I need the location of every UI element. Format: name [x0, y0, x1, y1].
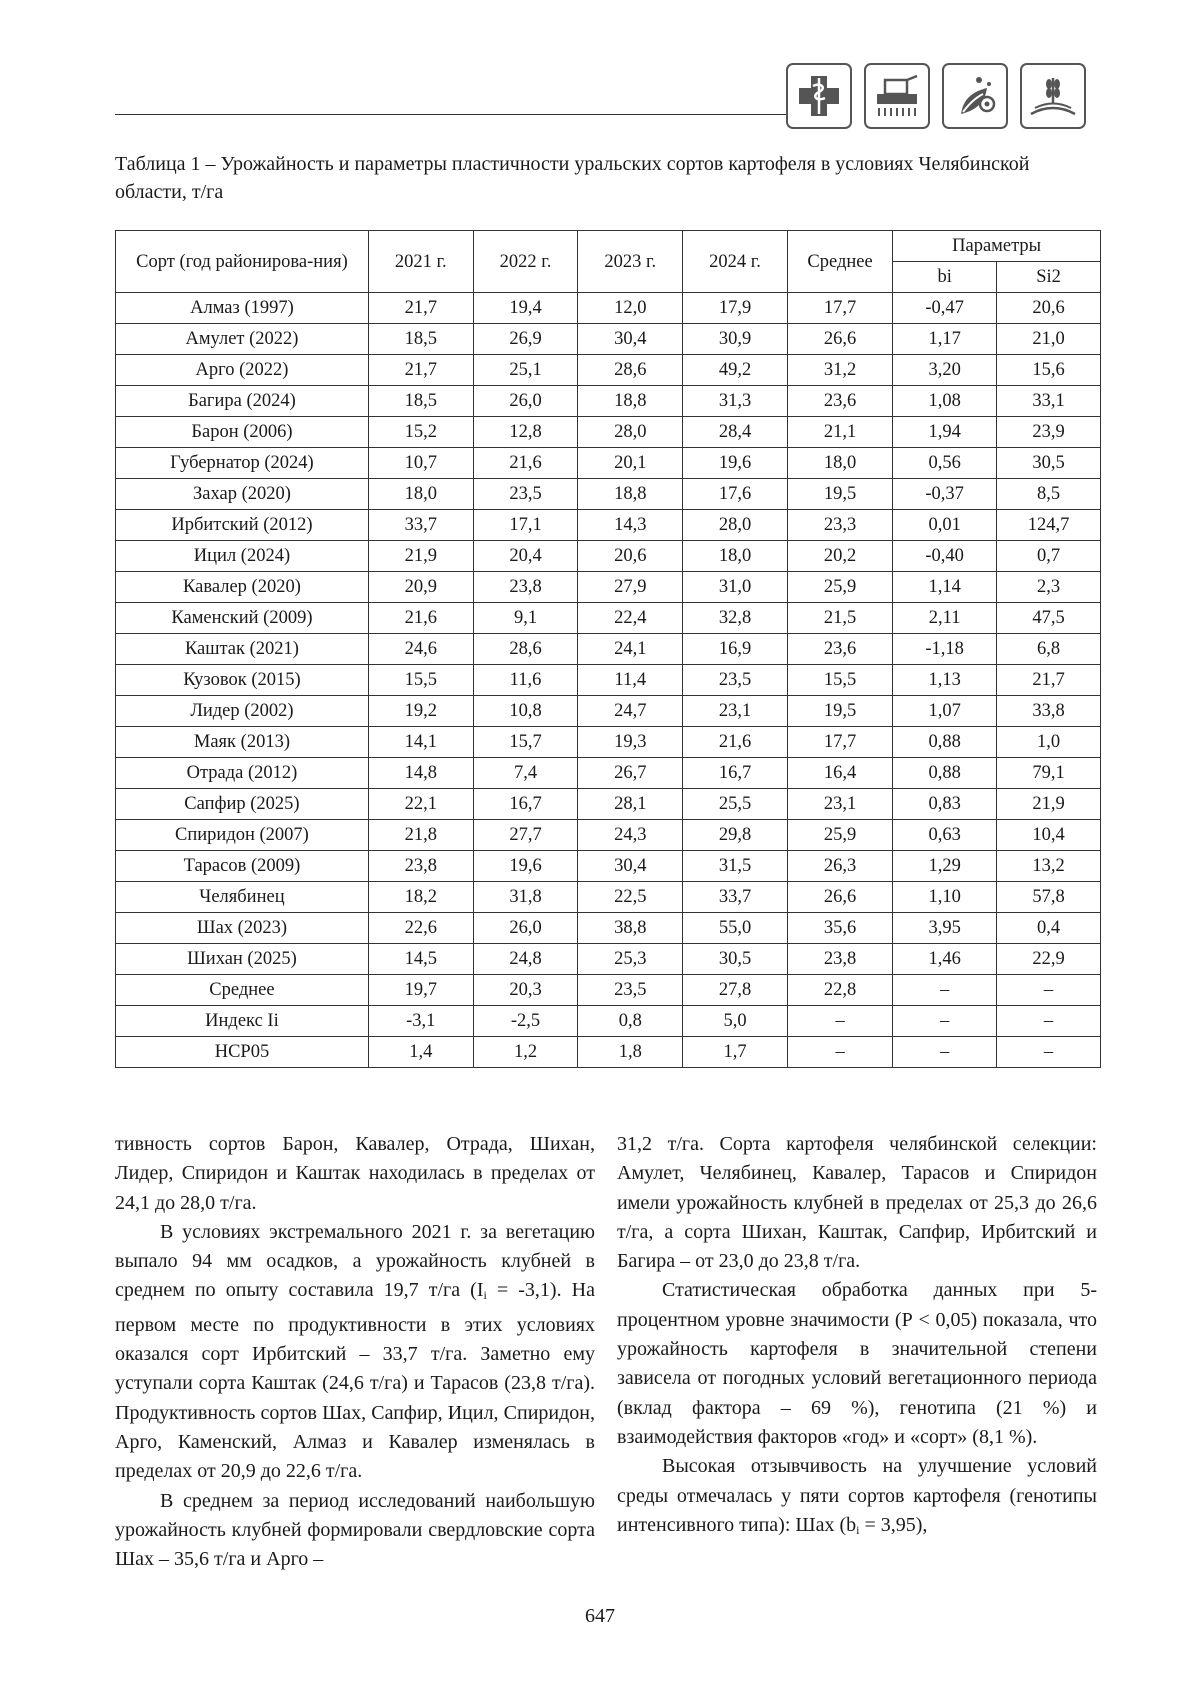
value-cell: 21,9: [368, 541, 473, 572]
value-cell: 79,1: [997, 758, 1101, 789]
value-cell: 30,4: [578, 851, 683, 882]
value-cell: 18,0: [787, 448, 892, 479]
value-cell: –: [787, 1037, 892, 1068]
value-cell: 21,7: [368, 293, 473, 324]
table-row: [116, 789, 1101, 820]
variety-cell: Ицил (2024): [116, 541, 369, 572]
value-cell: 1,07: [893, 696, 997, 727]
value-cell: 22,5: [578, 882, 683, 913]
table-row: [116, 541, 1101, 572]
variety-cell: Лидер (2002): [116, 696, 369, 727]
paragraph: Высокая отзывчивость на улучшение условий среды отмечалась у пяти сортов картофеля (генотипы интенсивного типа): Шах $(b_i = 3,95)$,: [617, 1455, 1097, 1537]
value-cell: 19,6: [683, 448, 788, 479]
wheat-field-icon: [1020, 63, 1086, 129]
value-cell: 20,6: [578, 541, 683, 572]
table-row: [116, 665, 1101, 696]
value-cell: 0,7: [997, 541, 1101, 572]
value-cell: 19,5: [787, 479, 892, 510]
value-cell: -1,18: [893, 634, 997, 665]
table-row: [116, 851, 1101, 882]
variety-cell: Арго (2022): [116, 355, 369, 386]
value-cell: 47,5: [997, 603, 1101, 634]
value-cell: –: [893, 975, 997, 1006]
value-cell: 28,0: [683, 510, 788, 541]
value-cell: 23,1: [787, 789, 892, 820]
value-cell: 0,88: [893, 758, 997, 789]
value-cell: 23,9: [997, 417, 1101, 448]
variety-cell: Губернатор (2024): [116, 448, 369, 479]
value-cell: 23,8: [473, 572, 578, 603]
table-body: [116, 293, 1101, 1068]
col-header-bi: bi: [893, 262, 997, 293]
value-cell: 25,9: [787, 820, 892, 851]
value-cell: 23,1: [683, 696, 788, 727]
value-cell: 11,6: [473, 665, 578, 696]
value-cell: 27,8: [683, 975, 788, 1006]
value-cell: 21,6: [473, 448, 578, 479]
table-row: [116, 758, 1101, 789]
value-cell: 21,7: [997, 665, 1101, 696]
value-cell: 12,8: [473, 417, 578, 448]
table-row: [116, 324, 1101, 355]
variety-cell: Каменский (2009): [116, 603, 369, 634]
value-cell: 26,0: [473, 386, 578, 417]
value-cell: 0,56: [893, 448, 997, 479]
col-header-2021: 2021 г.: [368, 231, 473, 293]
value-cell: 18,2: [368, 882, 473, 913]
value-cell: 3,20: [893, 355, 997, 386]
table-row: [116, 634, 1101, 665]
value-cell: 124,7: [997, 510, 1101, 541]
yield-table: [115, 230, 1101, 1068]
value-cell: 38,8: [578, 913, 683, 944]
variety-cell: Багира (2024): [116, 386, 369, 417]
value-cell: 33,7: [368, 510, 473, 541]
value-cell: 16,4: [787, 758, 892, 789]
table-row: [116, 696, 1101, 727]
variety-cell: Кузовок (2015): [116, 665, 369, 696]
value-cell: 35,6: [787, 913, 892, 944]
value-cell: 26,3: [787, 851, 892, 882]
value-cell: 15,5: [368, 665, 473, 696]
value-cell: 14,8: [368, 758, 473, 789]
value-cell: 28,6: [473, 634, 578, 665]
variety-cell: Сапфир (2025): [116, 789, 369, 820]
variety-cell: Каштак (2021): [116, 634, 369, 665]
value-cell: 10,4: [997, 820, 1101, 851]
value-cell: 2,11: [893, 603, 997, 634]
value-cell: 14,3: [578, 510, 683, 541]
variety-cell: Отрада (2012): [116, 758, 369, 789]
variety-cell: Тарасов (2009): [116, 851, 369, 882]
value-cell: 19,6: [473, 851, 578, 882]
table-row: [116, 944, 1101, 975]
value-cell: 24,8: [473, 944, 578, 975]
col-header-variety: Сорт (год районирова-ния): [116, 231, 369, 293]
value-cell: 6,8: [997, 634, 1101, 665]
table-row: [116, 572, 1101, 603]
value-cell: 1,7: [683, 1037, 788, 1068]
col-header-params: Параметры: [893, 231, 1101, 262]
value-cell: 22,4: [578, 603, 683, 634]
table-row: [116, 479, 1101, 510]
paragraph: В среднем за период исследований наибольшую урожайность клубней формировали свердловские сорта Шах – 35,6 т/га и Арго –: [115, 1489, 595, 1571]
value-cell: 1,29: [893, 851, 997, 882]
value-cell: –: [893, 1006, 997, 1037]
value-cell: 29,8: [683, 820, 788, 851]
value-cell: 26,7: [578, 758, 683, 789]
value-cell: 9,1: [473, 603, 578, 634]
value-cell: 20,6: [997, 293, 1101, 324]
value-cell: 21,8: [368, 820, 473, 851]
value-cell: 23,3: [787, 510, 892, 541]
value-cell: –: [997, 1037, 1101, 1068]
value-cell: 25,3: [578, 944, 683, 975]
value-cell: 24,3: [578, 820, 683, 851]
value-cell: 28,1: [578, 789, 683, 820]
value-cell: 31,5: [683, 851, 788, 882]
value-cell: 14,1: [368, 727, 473, 758]
value-cell: 33,1: [997, 386, 1101, 417]
value-cell: 12,0: [578, 293, 683, 324]
value-cell: 16,7: [473, 789, 578, 820]
value-cell: 8,5: [997, 479, 1101, 510]
table-row: [116, 820, 1101, 851]
table-row: [116, 510, 1101, 541]
page-number: 647: [585, 1605, 615, 1627]
value-cell: 22,8: [787, 975, 892, 1006]
value-cell: 1,0: [997, 727, 1101, 758]
value-cell: 33,8: [997, 696, 1101, 727]
col-header-mean: Среднее: [787, 231, 892, 293]
value-cell: 18,0: [683, 541, 788, 572]
value-cell: 23,6: [787, 634, 892, 665]
value-cell: -3,1: [368, 1006, 473, 1037]
value-cell: 23,8: [368, 851, 473, 882]
variety-cell: Челябинец: [116, 882, 369, 913]
value-cell: 20,2: [787, 541, 892, 572]
value-cell: 1,2: [473, 1037, 578, 1068]
variety-cell: Индекс Ii: [116, 1006, 369, 1037]
value-cell: 1,13: [893, 665, 997, 696]
value-cell: 14,5: [368, 944, 473, 975]
value-cell: 3,95: [893, 913, 997, 944]
table-row: [116, 1006, 1101, 1037]
value-cell: 49,2: [683, 355, 788, 386]
value-cell: -0,40: [893, 541, 997, 572]
value-cell: 21,6: [368, 603, 473, 634]
table-row: [116, 293, 1101, 324]
table-row: [116, 355, 1101, 386]
value-cell: 30,4: [578, 324, 683, 355]
value-cell: 21,0: [997, 324, 1101, 355]
header-rule: [115, 114, 791, 115]
table-row: [116, 603, 1101, 634]
table-row: [116, 727, 1101, 758]
plant-microbe-icon: [942, 63, 1008, 129]
value-cell: 20,3: [473, 975, 578, 1006]
value-cell: 0,63: [893, 820, 997, 851]
value-cell: 24,7: [578, 696, 683, 727]
variety-cell: Среднее: [116, 975, 369, 1006]
value-cell: 1,4: [368, 1037, 473, 1068]
value-cell: 23,5: [683, 665, 788, 696]
value-cell: 24,1: [578, 634, 683, 665]
table-row: [116, 1037, 1101, 1068]
paragraph: Статистическая обработка данных при 5-процентном уровне значимости (Р < 0,05) показала, что урожайность картофеля в значительной степени зависела от погодных условий вегетационного периода (вклад фактора – 69 %), генотипа (21 %) и взаимодействия факторов «год» и «сорт» (8,1 %).: [617, 1279, 1097, 1448]
table-row: [116, 882, 1101, 913]
variety-cell: Барон (2006): [116, 417, 369, 448]
value-cell: 21,1: [787, 417, 892, 448]
value-cell: -0,37: [893, 479, 997, 510]
value-cell: 23,5: [578, 975, 683, 1006]
value-cell: 22,9: [997, 944, 1101, 975]
value-cell: 0,8: [578, 1006, 683, 1037]
value-cell: 1,08: [893, 386, 997, 417]
value-cell: 22,1: [368, 789, 473, 820]
col-header-2024: 2024 г.: [683, 231, 788, 293]
value-cell: 21,9: [997, 789, 1101, 820]
value-cell: 28,0: [578, 417, 683, 448]
variety-cell: Кавалер (2020): [116, 572, 369, 603]
value-cell: 15,2: [368, 417, 473, 448]
value-cell: 19,4: [473, 293, 578, 324]
value-cell: -0,47: [893, 293, 997, 324]
value-cell: 23,6: [787, 386, 892, 417]
value-cell: –: [893, 1037, 997, 1068]
value-cell: 26,0: [473, 913, 578, 944]
variety-cell: Захар (2020): [116, 479, 369, 510]
value-cell: 30,5: [683, 944, 788, 975]
header-icons: [786, 63, 1086, 131]
value-cell: 23,8: [787, 944, 892, 975]
value-cell: 1,94: [893, 417, 997, 448]
value-cell: 20,9: [368, 572, 473, 603]
value-cell: 25,1: [473, 355, 578, 386]
value-cell: 31,3: [683, 386, 788, 417]
col-header-si2: Si2: [997, 262, 1101, 293]
value-cell: 31,2: [787, 355, 892, 386]
value-cell: 1,14: [893, 572, 997, 603]
value-cell: 27,7: [473, 820, 578, 851]
value-cell: 32,8: [683, 603, 788, 634]
col-header-2022: 2022 г.: [473, 231, 578, 293]
table-row: [116, 448, 1101, 479]
value-cell: 33,7: [683, 882, 788, 913]
value-cell: 17,6: [683, 479, 788, 510]
combine-harvester-icon: [864, 63, 930, 129]
value-cell: 15,5: [787, 665, 892, 696]
value-cell: 15,6: [997, 355, 1101, 386]
value-cell: 21,5: [787, 603, 892, 634]
value-cell: -2,5: [473, 1006, 578, 1037]
value-cell: 31,8: [473, 882, 578, 913]
value-cell: 1,10: [893, 882, 997, 913]
value-cell: 20,1: [578, 448, 683, 479]
table-row: [116, 386, 1101, 417]
value-cell: 15,7: [473, 727, 578, 758]
value-cell: –: [997, 1006, 1101, 1037]
table-row: [116, 913, 1101, 944]
table-caption: Таблица 1 – Урожайность и параметры пластичности уральских сортов картофеля в условиях Челябинской области, т/га: [115, 153, 1030, 203]
value-cell: 26,6: [787, 882, 892, 913]
value-cell: 5,0: [683, 1006, 788, 1037]
variety-cell: Шах (2023): [116, 913, 369, 944]
value-cell: 25,5: [683, 789, 788, 820]
value-cell: 1,46: [893, 944, 997, 975]
value-cell: 28,6: [578, 355, 683, 386]
value-cell: 2,3: [997, 572, 1101, 603]
col-header-2023: 2023 г.: [578, 231, 683, 293]
medical-cross-snake-icon: [786, 63, 852, 129]
value-cell: 18,5: [368, 324, 473, 355]
value-cell: 26,9: [473, 324, 578, 355]
value-cell: 0,01: [893, 510, 997, 541]
table-row: [116, 417, 1101, 448]
variety-cell: Спиридон (2007): [116, 820, 369, 851]
value-cell: 7,4: [473, 758, 578, 789]
variety-cell: Маяк (2013): [116, 727, 369, 758]
value-cell: 19,2: [368, 696, 473, 727]
value-cell: 19,5: [787, 696, 892, 727]
value-cell: 1,17: [893, 324, 997, 355]
value-cell: 22,6: [368, 913, 473, 944]
value-cell: 18,8: [578, 386, 683, 417]
value-cell: 18,0: [368, 479, 473, 510]
value-cell: 16,7: [683, 758, 788, 789]
value-cell: 21,6: [683, 727, 788, 758]
value-cell: 23,5: [473, 479, 578, 510]
value-cell: –: [787, 1006, 892, 1037]
paragraph: 31,2 т/га. Сорта картофеля челябинской селекции: Амулет, Челябинец, Кавалер, Тарасов и Спиридон имели урожайность клубней в пределах от 25,3 до 26,6 т/га, а сорта Шихан, Каштак, Сапфир, Ирбитский и Багира – от 23,0 до 23,8 т/га.: [617, 1133, 1097, 1273]
paragraph: тивность сортов Барон, Кавалер, Отрада, Шихан, Лидер, Спиридон и Каштак находилась в пределах от 24,1 до 28,0 т/га.: [115, 1133, 595, 1214]
paragraph: В условиях экстремального 2021 г. за вегетацию выпало 94 мм осадков, а урожайность клубней в среднем по опыту составила 19,7 т/га $(I_i = -3,1)$. На первом месте по продуктивности в этих условиях оказался сорт Ирбитский – 33,7 т/га. Заметно ему уступали сорта Каштак (24,6 т/га) и Тарасов (23,8 т/га). Продуктивность сортов Шах, Сапфир, Ицил, Спиридон, Арго, Каменский, Алмаз и Кавалер изменялась в пределах от 20,9 до 22,6 т/га.: [115, 1220, 595, 1483]
value-cell: 19,7: [368, 975, 473, 1006]
value-cell: 30,5: [997, 448, 1101, 479]
value-cell: 10,7: [368, 448, 473, 479]
value-cell: –: [997, 975, 1101, 1006]
value-cell: 31,0: [683, 572, 788, 603]
value-cell: 0,83: [893, 789, 997, 820]
value-cell: 0,4: [997, 913, 1101, 944]
value-cell: 13,2: [997, 851, 1101, 882]
value-cell: 17,1: [473, 510, 578, 541]
value-cell: 11,4: [578, 665, 683, 696]
variety-cell: Амулет (2022): [116, 324, 369, 355]
variety-cell: Ирбитский (2012): [116, 510, 369, 541]
table-row: [116, 975, 1101, 1006]
value-cell: 0,88: [893, 727, 997, 758]
value-cell: 21,7: [368, 355, 473, 386]
value-cell: 17,7: [787, 293, 892, 324]
variety-cell: Шихан (2025): [116, 944, 369, 975]
value-cell: 18,5: [368, 386, 473, 417]
value-cell: 30,9: [683, 324, 788, 355]
value-cell: 19,3: [578, 727, 683, 758]
value-cell: 20,4: [473, 541, 578, 572]
value-cell: 28,4: [683, 417, 788, 448]
value-cell: 17,9: [683, 293, 788, 324]
variety-cell: Алмаз (1997): [116, 293, 369, 324]
value-cell: 1,8: [578, 1037, 683, 1068]
value-cell: 17,7: [787, 727, 892, 758]
value-cell: 26,6: [787, 324, 892, 355]
value-cell: 57,8: [997, 882, 1101, 913]
value-cell: 55,0: [683, 913, 788, 944]
right-text-column: [617, 1130, 1097, 1545]
value-cell: 16,9: [683, 634, 788, 665]
value-cell: 25,9: [787, 572, 892, 603]
variety-cell: НСР05: [116, 1037, 369, 1068]
value-cell: 24,6: [368, 634, 473, 665]
value-cell: 10,8: [473, 696, 578, 727]
value-cell: 18,8: [578, 479, 683, 510]
value-cell: 27,9: [578, 572, 683, 603]
left-text-column: [115, 1130, 595, 1574]
